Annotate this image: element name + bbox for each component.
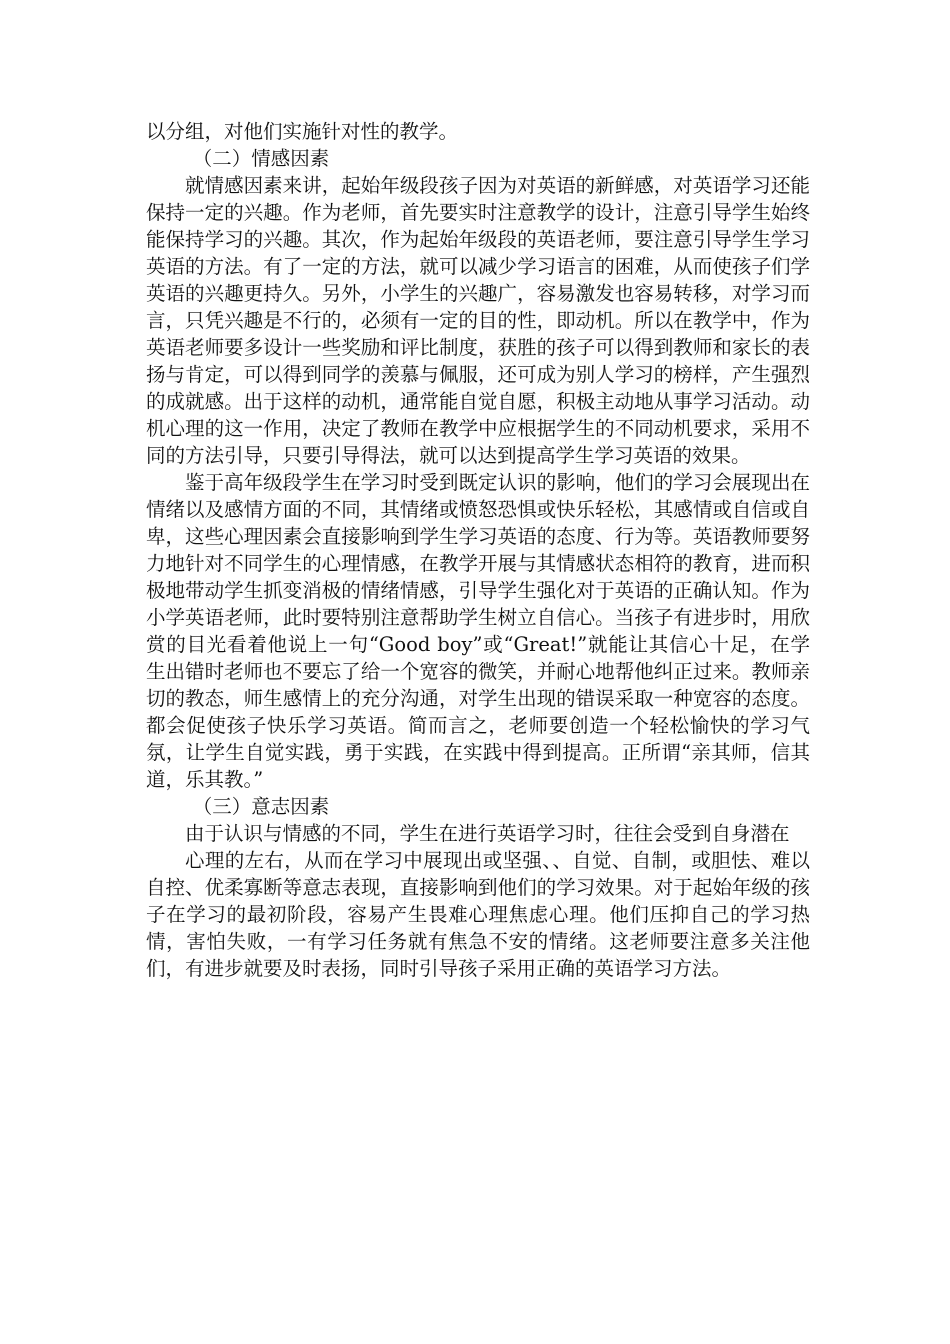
document-body — [146, 118, 810, 982]
paragraph-emotion-intro: 就情感因素来讲，起始年级段孩子因为对英语的新鲜感，对英语学习还能保持一定的兴趣。作为老师，首先要实时注意教学的设计，注意引导学生始终能保持学习的兴趣。其次，作为起始年级段的英语老师，要注意引导学生学习英语的方法。有了一定的方法，就可以减少学习语言的困难，从而使孩子们学英语的兴趣更持久。另外，小学生的兴趣广，容易激发也容易转移，对学习而言，只凭兴趣是不行的，必须有一定的目的性，即动机。所以在教学中，作为英语老师要多设计一些奖励和评比制度，获胜的孩子可以得到教师和家长的表扬与肯定，可以得到同学的羡慕与佩服，还可成为别人学习的榜样，产生强烈的成就感。出于这样的动机，通常能自觉自愿，积极主动地从事学习活动。动机心理的这一作用，决定了教师在教学中应根据学生的不同动机要求，采用不同的方法引导，只要引导得法，就可以达到提高学生学习英语的效果。 — [146, 174, 810, 467]
paragraph-emotion-senior: 鉴于高年级段学生在学习时受到既定认识的影响，他们的学习会展现出在情绪以及感情方面的不同，其情绪或愤怒恐惧或快乐轻松，其感情或自信或自卑，这些心理因素会直接影响到学生学习英语的态度、行为等。英语教师要努力地针对不同学生的心理情感，在教学开展与其情感状态相符的教育，进而积极地带动学生抓变消极的情绪情感，引导学生强化对于英语的正确认知。作为小学英语老师，此时要特别注意帮助学生树立自信心。当孩子有进步时，用欣赏的目光看着他说上一句“Good boy”或“Great!”就能让其信心十足，在学生出错时老师也不要忘了给一个宽容的微笑，并耐心地帮他纠正过来。教师亲切的教态，师生感情上的充分沟通，对学生出现的错误采取一种宽容的态度。都会促使孩子快乐学习英语。简而言之，老师要创造一个轻松愉快的学习气氛，让学生自觉实践，勇于实践，在实践中得到提高。正所谓“亲其师，信其道，乐其教。” — [146, 471, 810, 791]
section-heading-emotion: （二）情感因素 — [192, 147, 330, 170]
paragraph-continuation: 以分组，对他们实施针对性的教学。 — [146, 120, 459, 143]
paragraph-will-intro: 由于认识与情感的不同，学生在进行英语学习时，往往会受到自身潜在 — [185, 822, 790, 845]
paragraph-will-detail: 心理的左右，从而在学习中展现出或坚强、、自觉、自制，或胆怯、难以自控、优柔寡断等意志表现，直接影响到他们的学习效果。对于起始年级的孩子在学习的最初阶段，容易产生畏难心理焦虑心理。他们压抑自己的学习热情，害怕失败，一有学习任务就有焦急不安的情绪。这老师要注意多关注他们，有进步就要及时表扬，同时引导孩子采用正确的英语学习方法。 — [146, 849, 810, 980]
section-heading-will: （三）意志因素 — [192, 795, 330, 818]
